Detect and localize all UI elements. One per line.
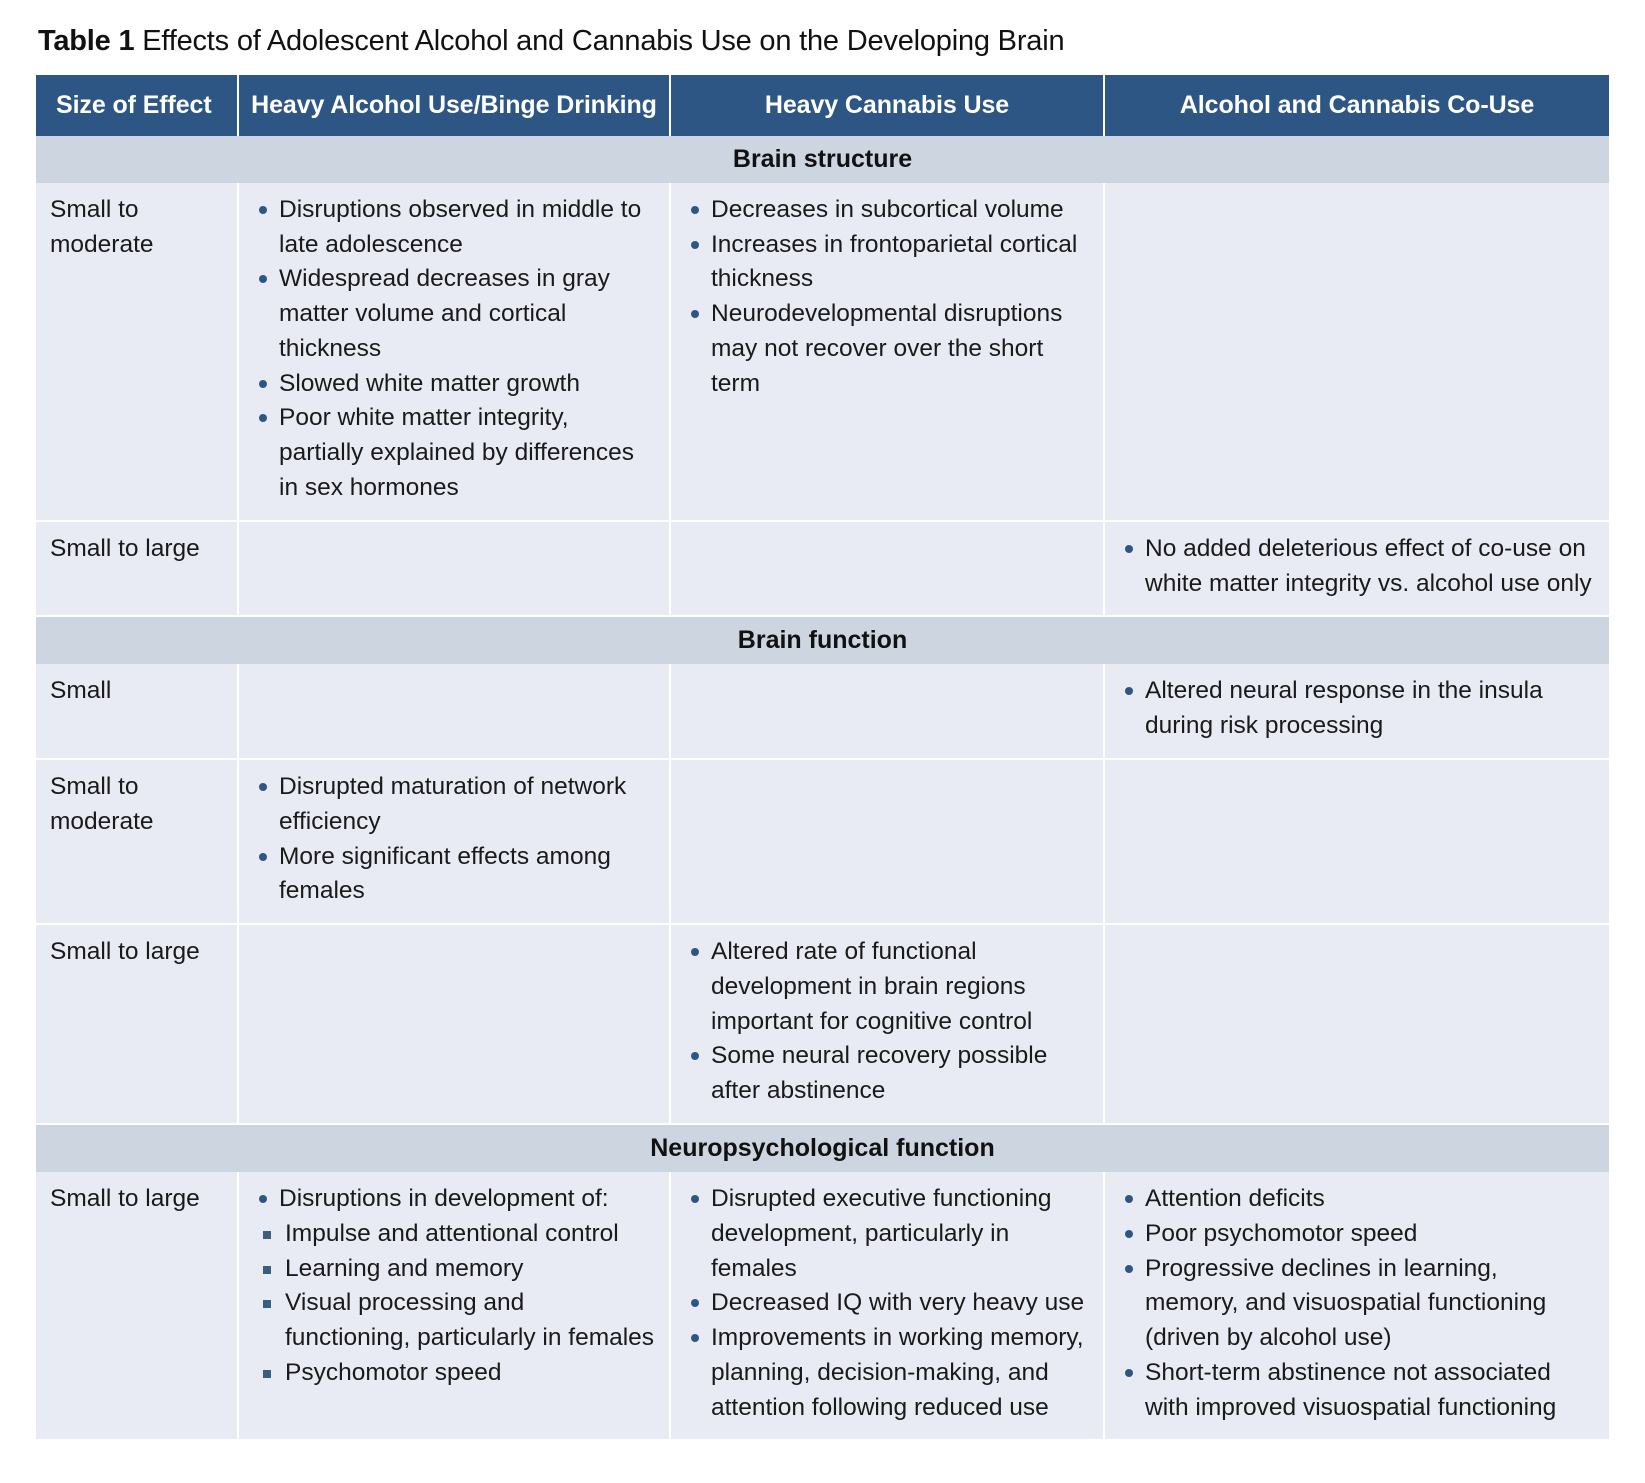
s0-r1-couse-cell (1104, 521, 1609, 617)
s1-r0-alcohol-empty (253, 674, 655, 675)
s2-r0-alcohol-bullet: Disruptions in development of: (253, 1182, 655, 1217)
s1-r1-couse-cell (1104, 759, 1609, 924)
s2-r0-cannabis-bullet: Disrupted executive functioning development, particularly in females (685, 1182, 1089, 1286)
s0-r1-couse-list (1119, 532, 1595, 602)
section-row (36, 1124, 1609, 1172)
s0-r0-cannabis-bullet: Increases in frontoparietal cortical thickness (685, 228, 1089, 298)
s0-r0-cannabis-cell (670, 183, 1104, 521)
s1-r1-couse-empty (1119, 770, 1595, 771)
section-row (36, 616, 1609, 664)
s1-r0-couse-bullet: Altered neural response in the insula during risk processing (1119, 674, 1595, 744)
s1-r0-couse-list (1119, 674, 1595, 744)
table-header (36, 75, 1609, 136)
table-caption (38, 24, 1609, 59)
table-caption-label: Table 1 (38, 25, 135, 57)
s1-r2-couse-empty (1119, 935, 1595, 936)
s1-r0-cannabis-empty (685, 674, 1089, 675)
s1-r1-cannabis-cell (670, 759, 1104, 924)
s0-r1-couse-bullet: No added deleterious effect of co-use on white matter integrity vs. alcohol use only (1119, 532, 1595, 602)
table-caption-text: Effects of Adolescent Alcohol and Cannabis Use on the Developing Brain (134, 25, 1065, 57)
section-title-2: Neuropsychological function (36, 1124, 1609, 1172)
s0-r0-cannabis-list (685, 193, 1089, 402)
s2-r0-couse-cell (1104, 1172, 1609, 1440)
s2-r0-cannabis-list (685, 1182, 1089, 1425)
s1-r1-alcohol-bullet: Disrupted maturation of network efficiency (253, 770, 655, 840)
s0-r0-alcohol-cell (238, 183, 670, 521)
s2-r0-couse-bullet: Attention deficits (1119, 1182, 1595, 1217)
s1-r2-size-of-effect: Small to large (36, 924, 238, 1124)
column-header-alcohol-cannabis-co-use: Alcohol and Cannabis Co-Use (1104, 75, 1609, 136)
s2-r0-alcohol-cell (238, 1172, 670, 1440)
s0-r1-cannabis-empty (685, 532, 1089, 533)
s2-r0-couse-bullet: Progressive declines in learning, memory, and visuospatial functioning (driven by alcohol use) (1119, 1252, 1595, 1356)
s0-r0-cannabis-bullet: Neurodevelopmental disruptions may not recover over the short term (685, 297, 1089, 401)
s2-r0-cannabis-bullet: Improvements in working memory, planning, decision-making, and attention following reduced use (685, 1321, 1089, 1425)
table-row (36, 1172, 1609, 1440)
s0-r0-alcohol-list (253, 193, 655, 506)
s2-r0-alcohol-sublist (253, 1217, 655, 1391)
s0-r1-alcohol-empty (253, 532, 655, 533)
s0-r0-alcohol-bullet: Disruptions observed in middle to late adolescence (253, 193, 655, 263)
s1-r0-size-of-effect: Small (36, 664, 238, 759)
s1-r2-couse-cell (1104, 924, 1609, 1124)
s2-r0-couse-list (1119, 1182, 1595, 1425)
table-row (36, 759, 1609, 924)
s1-r0-couse-cell (1104, 664, 1609, 759)
s0-r0-alcohol-bullet: Slowed white matter growth (253, 367, 655, 402)
column-header-heavy-cannabis-use: Heavy Cannabis Use (670, 75, 1104, 136)
header-row (36, 75, 1609, 136)
section-title-1: Brain function (36, 616, 1609, 664)
s1-r2-cannabis-bullet: Some neural recovery possible after abstinence (685, 1039, 1089, 1109)
s2-r0-alcohol-sub-bullet: Learning and memory (253, 1252, 655, 1287)
s2-r0-alcohol-sub-bullet: Psychomotor speed (253, 1356, 655, 1391)
column-header-heavy-alcohol-use: Heavy Alcohol Use/Binge Drinking (238, 75, 670, 136)
s1-r2-cannabis-bullet: Altered rate of functional development in brain regions important for cognitive control (685, 935, 1089, 1039)
s1-r2-alcohol-empty (253, 935, 655, 936)
s1-r1-alcohol-list (253, 770, 655, 909)
s1-r1-cannabis-empty (685, 770, 1089, 771)
table-body (36, 136, 1609, 1441)
s0-r0-size-of-effect: Small to moderate (36, 183, 238, 521)
s2-r0-couse-bullet: Short-term abstinence not associated with improved visuospatial functioning (1119, 1356, 1595, 1426)
table-row (36, 924, 1609, 1124)
section-row (36, 136, 1609, 183)
s0-r1-cannabis-cell (670, 521, 1104, 617)
s2-r0-cannabis-bullet: Decreased IQ with very heavy use (685, 1286, 1089, 1321)
s1-r2-cannabis-list (685, 935, 1089, 1109)
s2-r0-alcohol-list (253, 1182, 655, 1217)
s1-r1-size-of-effect: Small to moderate (36, 759, 238, 924)
s1-r1-alcohol-bullet: More significant effects among females (253, 840, 655, 910)
s0-r0-alcohol-bullet: Poor white matter integrity, partially explained by differences in sex hormones (253, 401, 655, 505)
column-header-size-of-effect: Size of Effect (36, 75, 238, 136)
s1-r0-alcohol-cell (238, 664, 670, 759)
table-row (36, 521, 1609, 617)
effects-table (36, 75, 1609, 1442)
s0-r0-cannabis-bullet: Decreases in subcortical volume (685, 193, 1089, 228)
s2-r0-alcohol-sub-bullet: Visual processing and functioning, particularly in females (253, 1286, 655, 1356)
table-row (36, 664, 1609, 759)
s0-r1-size-of-effect: Small to large (36, 521, 238, 617)
s2-r0-couse-bullet: Poor psychomotor speed (1119, 1217, 1595, 1252)
s0-r0-alcohol-bullet: Widespread decreases in gray matter volume and cortical thickness (253, 262, 655, 366)
s1-r1-alcohol-cell (238, 759, 670, 924)
s0-r0-couse-cell (1104, 183, 1609, 521)
s2-r0-cannabis-cell (670, 1172, 1104, 1440)
s2-r0-size-of-effect: Small to large (36, 1172, 238, 1440)
s0-r0-couse-empty (1119, 193, 1595, 194)
s1-r0-cannabis-cell (670, 664, 1104, 759)
s1-r2-alcohol-cell (238, 924, 670, 1124)
s1-r2-cannabis-cell (670, 924, 1104, 1124)
s0-r1-alcohol-cell (238, 521, 670, 617)
s2-r0-alcohol-sub-bullet: Impulse and attentional control (253, 1217, 655, 1252)
table-row (36, 183, 1609, 521)
section-title-0: Brain structure (36, 136, 1609, 183)
